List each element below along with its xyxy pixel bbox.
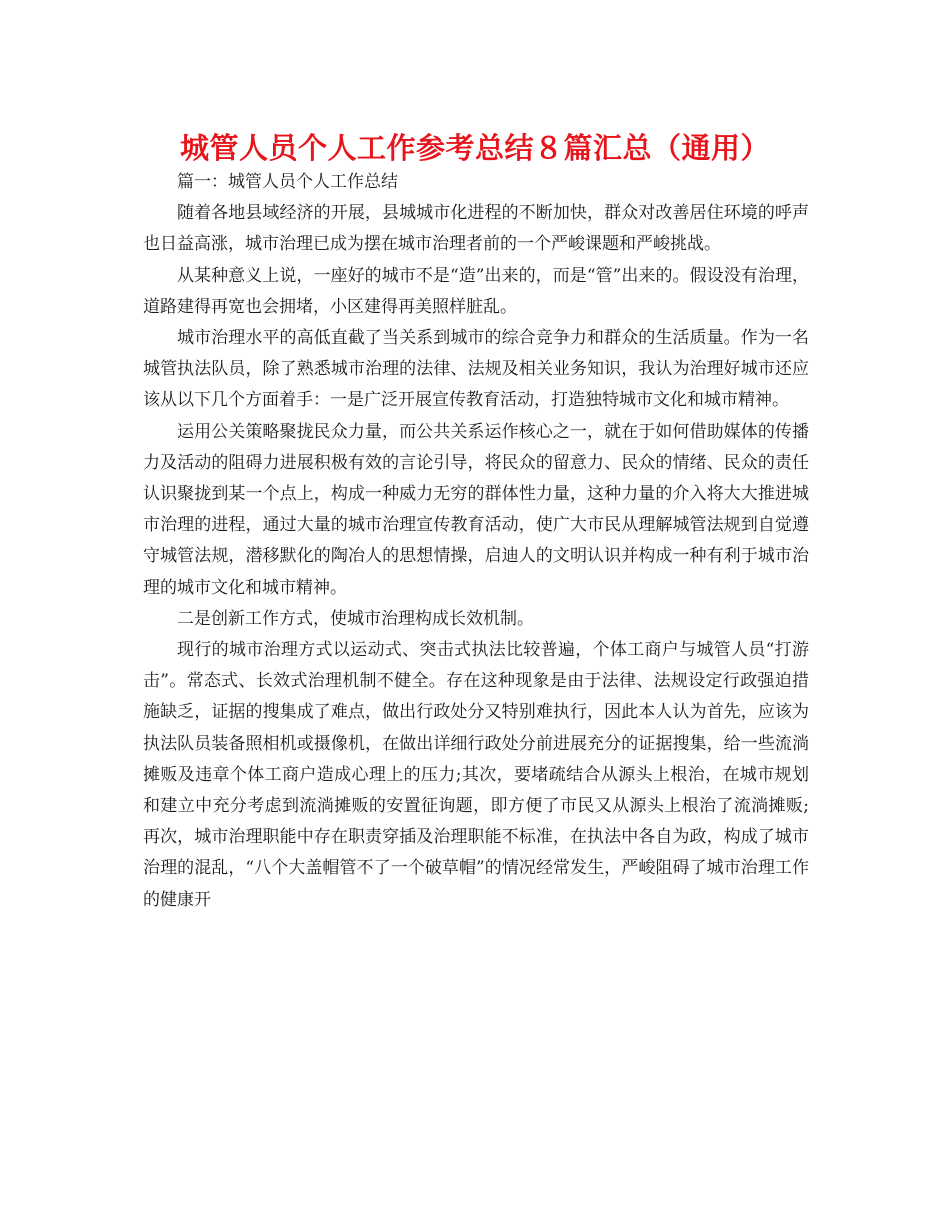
paragraph: 运用公关策略聚拢民众力量，而公共关系运作核心之一，就在于如何借助媒体的传播力及活动的阻碍力进展积极有效的言论引导，将民众的留意力、民众的情绪、民众的责任认识聚拢到某一个点上，构成一种威力无穷的群体性力量，这种力量的介入将大大推进城市治理的进程，通过大量的城市治理宣传教育活动，使广大市民从理解城管法规到自觉遵守城管法规，潜移默化的陶冶人的思想情操，启迪人的文明认识并构成一种有利于城市治理的城市文化和城市精神。 [143, 421, 809, 598]
paragraph: 随着各地县域经济的开展，县城城市化进程的不断加快，群众对改善居住环境的呼声也日益高涨，城市治理已成为摆在城市治理者前的一个严峻课题和严峻挑战。 [143, 203, 809, 255]
paragraph: 从某种意义上说，一座好的城市不是“造”出来的，而是“管”出来的。假设没有治理，道路建得再宽也会拥堵，小区建得再美照样脏乱。 [143, 265, 809, 317]
paragraph: 城市治理水平的高低直截了当关系到城市的综合竞争力和群众的生活质量。作为一名城管执法队员，除了熟悉城市治理的法律、法规及相关业务知识，我认为治理好城市还应该从以下几个方面着手：一是广泛开展宣传教育活动，打造独特城市文化和城市精神。 [143, 328, 809, 411]
document-title: 城管人员个人工作参考总结８篇汇总（通用） [179, 131, 770, 165]
paragraph: 现行的城市治理方式以运动式、突击式执法比较普遍，个体工商户与城管人员“打游击”。常态式、长效式治理机制不健全。存在这种现象是由于法律、法规设定行政强迫措施缺乏，证据的搜集成了难点，做出行政处分又特别难执行，因此本人认为首先，应该为执法队员装备照相机或摄像机，在做出详细行政处分前进展充分的证据搜集，给一些流淌摊贩及违章个体工商户造成心理上的压力;其次，要堵疏结合从源头上根治，在城市规划和建立中充分考虑到流淌摊贩的安置征询题，即方便了市民又从源头上根治了流淌摊贩;再次，城市治理职能中存在职责穿插及治理职能不标准，在执法中各自为政，构成了城市治理的混乱，“八个大盖帽管不了一个破草帽”的情况经常发生，严峻阻碍了城市治理工作的健康开 [143, 640, 809, 910]
section-heading: 篇一：城管人员个人工作总结 [177, 172, 398, 192]
document-body [143, 167, 809, 916]
paragraph: 二是创新工作方式，使城市治理构成长效机制。 [177, 608, 534, 629]
